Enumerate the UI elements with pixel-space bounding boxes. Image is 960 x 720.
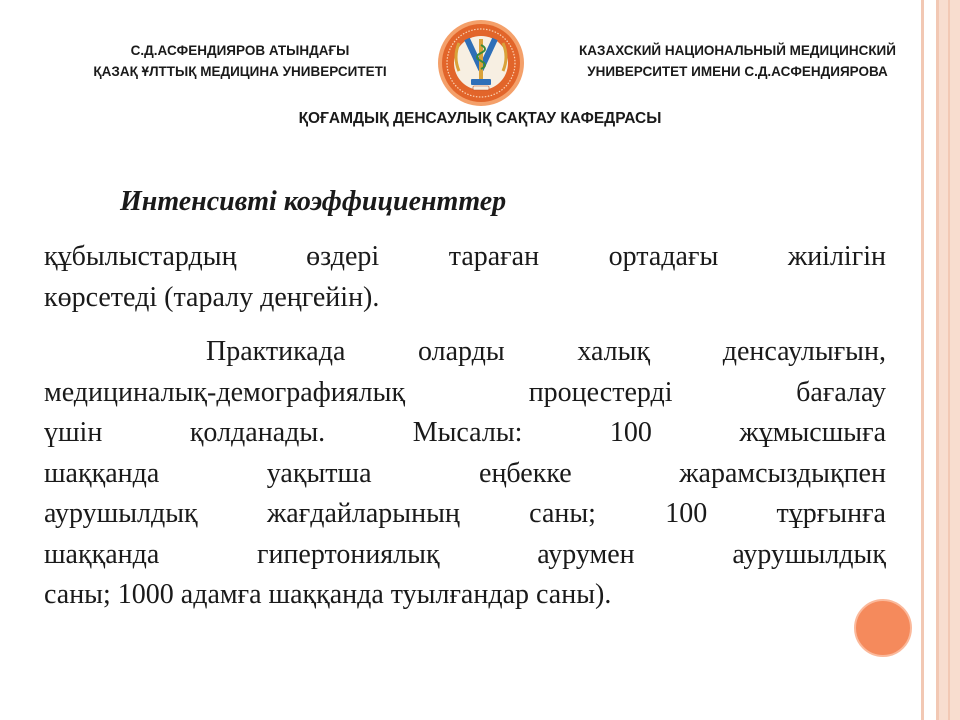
paragraph-line: саны; 1000 адамға шаққанда туылғандар саны).	[44, 579, 612, 610]
paragraph-2	[44, 332, 886, 616]
word: уақытша	[266, 457, 372, 489]
paragraph-1	[44, 237, 886, 318]
word: Мысалы:	[412, 417, 523, 448]
word: аурушылдық	[44, 498, 198, 529]
word: гипертониялық	[256, 538, 440, 570]
word: 100	[609, 417, 652, 448]
paragraph-line	[44, 494, 886, 535]
header-right-line1: КАЗАХСКИЙ НАЦИОНАЛЬНЫЙ МЕДИЦИНСКИЙ	[579, 43, 896, 58]
department-title: ҚОҒАМДЫҚ ДЕНСАУЛЫҚ САҚТАУ КАФЕДРАСЫ	[298, 110, 662, 127]
header-left-line2: ҚАЗАҚ ҰЛТТЫҚ МЕДИЦИНА УНИВЕРСИТЕТІ	[93, 64, 387, 79]
paragraph-line	[44, 332, 886, 373]
paragraph-line	[44, 373, 886, 414]
paragraph-line	[44, 454, 886, 495]
word: қолданады.	[189, 417, 326, 448]
paragraph-line	[44, 413, 886, 454]
word: халық	[577, 336, 651, 367]
paragraph-line: көрсетеді (таралу деңгейін).	[44, 281, 380, 313]
header-left-kazakh	[50, 40, 430, 82]
word: медициналық-демографиялық	[44, 376, 406, 408]
word: үшін	[44, 417, 103, 448]
paragraph-line	[44, 237, 886, 278]
word: өздері	[306, 241, 380, 272]
header-right-line2: УНИВЕРСИТЕТ ИМЕНИ С.Д.АСФЕНДИЯРОВА	[587, 64, 888, 79]
university-emblem-icon	[437, 19, 525, 107]
word: ортадағы	[608, 241, 719, 272]
word: шаққанда	[44, 457, 160, 489]
border-stripe	[948, 0, 950, 720]
word: аурушылдық	[732, 538, 886, 570]
slide-subtitle: Интенсивті коэффициенттер	[120, 186, 507, 217]
word: 100	[665, 498, 708, 529]
word: жұмысшыға	[739, 417, 886, 448]
word: тараған	[448, 241, 540, 272]
word: саны;	[529, 498, 596, 529]
header-right-russian	[540, 40, 935, 82]
word: бағалау	[796, 376, 886, 408]
border-stripe	[924, 0, 936, 720]
word: денсаулығын,	[722, 336, 886, 367]
word: құбылыстардың	[44, 241, 237, 272]
word: аурумен	[537, 538, 635, 570]
word: тұрғынға	[776, 498, 886, 529]
word: жарамсыздықпен	[679, 457, 886, 489]
word: еңбекке	[479, 457, 572, 489]
word: оларды	[418, 336, 505, 367]
paragraph-line	[44, 535, 886, 576]
word: шаққанда	[44, 538, 160, 570]
word: жағдайларының	[266, 498, 460, 529]
word: процестерді	[528, 376, 673, 408]
decorative-circle-icon	[854, 599, 912, 657]
word: Практикада	[206, 336, 346, 367]
word: жиілігін	[787, 241, 886, 272]
header-left-line1: С.Д.АСФЕНДИЯРОВ АТЫНДАҒЫ	[130, 43, 350, 58]
